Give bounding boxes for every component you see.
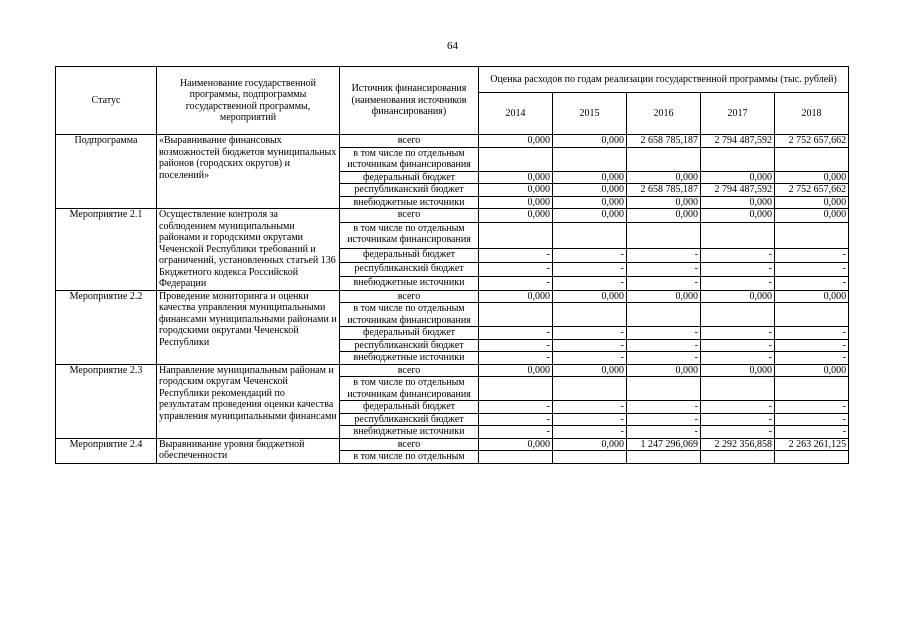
row-value xyxy=(627,451,701,464)
row-value: 2 794 487,592 xyxy=(701,184,775,197)
row-value xyxy=(627,377,701,401)
row-value xyxy=(479,222,553,248)
row-value: - xyxy=(775,413,849,426)
row-source: республиканский бюджет xyxy=(340,413,479,426)
row-value xyxy=(479,451,553,464)
page-number: 64 xyxy=(447,40,458,52)
row-value: - xyxy=(627,276,701,290)
row-value: - xyxy=(479,413,553,426)
row-value: - xyxy=(627,262,701,276)
row-value: 0,000 xyxy=(627,209,701,223)
row-value: 0,000 xyxy=(479,196,553,209)
row-value: 0,000 xyxy=(701,364,775,377)
row-source: всего xyxy=(340,290,479,303)
row-value: 0,000 xyxy=(479,438,553,451)
row-value: - xyxy=(553,327,627,340)
table-row xyxy=(56,135,849,148)
header-name: Наименование государственной программы, подпрограммы государственной программы, мероприятий xyxy=(157,67,340,135)
header-year: 2015 xyxy=(553,93,627,135)
row-value: - xyxy=(701,426,775,439)
row-value: - xyxy=(627,327,701,340)
row-value: - xyxy=(479,352,553,365)
row-value: - xyxy=(701,401,775,414)
row-status: Мероприятие 2.4 xyxy=(56,438,157,463)
row-value: 0,000 xyxy=(701,171,775,184)
row-value xyxy=(701,303,775,327)
row-value xyxy=(479,147,553,171)
row-value: - xyxy=(553,413,627,426)
row-value: - xyxy=(775,352,849,365)
row-source: республиканский бюджет xyxy=(340,339,479,352)
row-value: 0,000 xyxy=(553,438,627,451)
row-value xyxy=(553,303,627,327)
header-year: 2017 xyxy=(701,93,775,135)
row-value xyxy=(479,377,553,401)
row-value: 0,000 xyxy=(775,364,849,377)
row-value: 0,000 xyxy=(553,171,627,184)
row-source: внебюджетные источники xyxy=(340,276,479,290)
row-source: всего xyxy=(340,364,479,377)
table-row xyxy=(56,290,849,303)
row-value: - xyxy=(479,249,553,263)
row-name: Осуществление контроля за соблюдением муниципальными районами и городскими округами Чеченской Республики требований и ограничений, установленных статьей 136 Бюджетного кодекса Российской Федерации xyxy=(157,209,340,291)
row-value: 0,000 xyxy=(479,184,553,197)
row-value: - xyxy=(627,339,701,352)
row-value: 0,000 xyxy=(701,290,775,303)
row-value: 0,000 xyxy=(627,196,701,209)
row-source: всего xyxy=(340,438,479,451)
row-value: 2 794 487,592 xyxy=(701,135,775,148)
row-value xyxy=(479,303,553,327)
row-value: - xyxy=(627,249,701,263)
row-value: 0,000 xyxy=(479,171,553,184)
table-row xyxy=(56,438,849,451)
row-name: Выравнивание уровня бюджетной обеспеченности xyxy=(157,438,340,463)
row-value: 0,000 xyxy=(553,290,627,303)
row-value: - xyxy=(553,262,627,276)
row-value xyxy=(701,377,775,401)
row-value: 2 658 785,187 xyxy=(627,184,701,197)
row-value: - xyxy=(479,327,553,340)
row-name: «Выравнивание финансовых возможностей бюджетов муниципальных районов (городских округов) и поселений» xyxy=(157,135,340,209)
row-value: - xyxy=(701,327,775,340)
row-value: - xyxy=(479,262,553,276)
header-source: Источник финансирования (наименования источников финансирования) xyxy=(340,67,479,135)
header-status: Статус xyxy=(56,67,157,135)
row-value: 0,000 xyxy=(627,364,701,377)
row-value xyxy=(701,451,775,464)
row-source: в том числе по отдельным xyxy=(340,451,479,464)
table-row xyxy=(56,209,849,223)
row-value: - xyxy=(627,413,701,426)
row-status: Мероприятие 2.2 xyxy=(56,290,157,364)
row-source: внебюджетные источники xyxy=(340,426,479,439)
expenditure-table xyxy=(55,66,849,464)
row-source: в том числе по отдельным источникам финансирования xyxy=(340,222,479,248)
row-value: - xyxy=(775,249,849,263)
row-source: внебюджетные источники xyxy=(340,196,479,209)
row-value xyxy=(701,147,775,171)
row-source: республиканский бюджет xyxy=(340,262,479,276)
row-value xyxy=(627,303,701,327)
header-year: 2016 xyxy=(627,93,701,135)
row-value: 2 292 356,858 xyxy=(701,438,775,451)
row-value: - xyxy=(701,276,775,290)
row-value: 0,000 xyxy=(775,171,849,184)
row-value: - xyxy=(701,262,775,276)
row-value: - xyxy=(775,327,849,340)
row-source: всего xyxy=(340,135,479,148)
row-name: Проведение мониторинга и оценки качества управления муниципальными финансами муниципальными районами и городскими округами Чеченской Республики xyxy=(157,290,340,364)
row-value xyxy=(553,451,627,464)
row-source: в том числе по отдельным источникам финансирования xyxy=(340,147,479,171)
table-body xyxy=(56,135,849,464)
row-value: - xyxy=(775,401,849,414)
row-value: 0,000 xyxy=(553,135,627,148)
row-value: 0,000 xyxy=(479,135,553,148)
row-value xyxy=(775,147,849,171)
row-source: федеральный бюджет xyxy=(340,249,479,263)
row-source: федеральный бюджет xyxy=(340,171,479,184)
row-source: всего xyxy=(340,209,479,223)
row-value: 0,000 xyxy=(775,209,849,223)
row-source: в том числе по отдельным источникам финансирования xyxy=(340,377,479,401)
row-value xyxy=(627,222,701,248)
row-value: 0,000 xyxy=(479,364,553,377)
row-value: - xyxy=(553,401,627,414)
row-value: 0,000 xyxy=(775,196,849,209)
row-value: - xyxy=(627,426,701,439)
row-value: - xyxy=(553,276,627,290)
row-value: 0,000 xyxy=(553,196,627,209)
row-value: 0,000 xyxy=(627,171,701,184)
row-source: в том числе по отдельным источникам финансирования xyxy=(340,303,479,327)
row-value: - xyxy=(701,249,775,263)
row-source: федеральный бюджет xyxy=(340,401,479,414)
row-value: - xyxy=(775,339,849,352)
row-name: Направление муниципальным районам и городским округам Чеченской Республики рекомендаций по результатам проведения оценки качества управления муниципальными финансами xyxy=(157,364,340,438)
row-value: - xyxy=(701,413,775,426)
row-value: - xyxy=(775,276,849,290)
row-value: - xyxy=(775,262,849,276)
row-value: - xyxy=(627,401,701,414)
row-status: Подпрограмма xyxy=(56,135,157,209)
row-value xyxy=(775,451,849,464)
row-value xyxy=(553,147,627,171)
row-value: - xyxy=(479,426,553,439)
header-year: 2014 xyxy=(479,93,553,135)
row-value: - xyxy=(775,426,849,439)
header-year: 2018 xyxy=(775,93,849,135)
row-value: 0,000 xyxy=(701,196,775,209)
row-source: республиканский бюджет xyxy=(340,184,479,197)
row-value: 0,000 xyxy=(627,290,701,303)
row-value: - xyxy=(627,352,701,365)
row-value xyxy=(775,377,849,401)
row-value: - xyxy=(553,249,627,263)
row-value: 0,000 xyxy=(553,364,627,377)
row-value xyxy=(775,303,849,327)
table-row xyxy=(56,364,849,377)
row-value: - xyxy=(479,339,553,352)
row-value xyxy=(553,222,627,248)
row-value xyxy=(701,222,775,248)
row-status: Мероприятие 2.3 xyxy=(56,364,157,438)
row-value: 0,000 xyxy=(775,290,849,303)
row-value: 0,000 xyxy=(479,209,553,223)
row-value: - xyxy=(553,426,627,439)
row-value: 1 247 296,069 xyxy=(627,438,701,451)
row-value: 2 263 261,125 xyxy=(775,438,849,451)
row-value: 0,000 xyxy=(701,209,775,223)
row-value xyxy=(553,377,627,401)
row-source: внебюджетные источники xyxy=(340,352,479,365)
row-value: 0,000 xyxy=(553,184,627,197)
row-source: федеральный бюджет xyxy=(340,327,479,340)
row-value: 2 658 785,187 xyxy=(627,135,701,148)
row-value: - xyxy=(701,339,775,352)
row-value: 2 752 657,662 xyxy=(775,135,849,148)
row-value: - xyxy=(701,352,775,365)
header-estimate: Оценка расходов по годам реализации государственной программы (тыс. рублей) xyxy=(479,67,849,93)
row-value xyxy=(775,222,849,248)
row-value: - xyxy=(553,339,627,352)
row-value: 0,000 xyxy=(553,209,627,223)
row-value: - xyxy=(479,276,553,290)
row-value: - xyxy=(553,352,627,365)
row-value xyxy=(627,147,701,171)
row-value: 0,000 xyxy=(479,290,553,303)
row-status: Мероприятие 2.1 xyxy=(56,209,157,291)
row-value: - xyxy=(479,401,553,414)
row-value: 2 752 657,662 xyxy=(775,184,849,197)
